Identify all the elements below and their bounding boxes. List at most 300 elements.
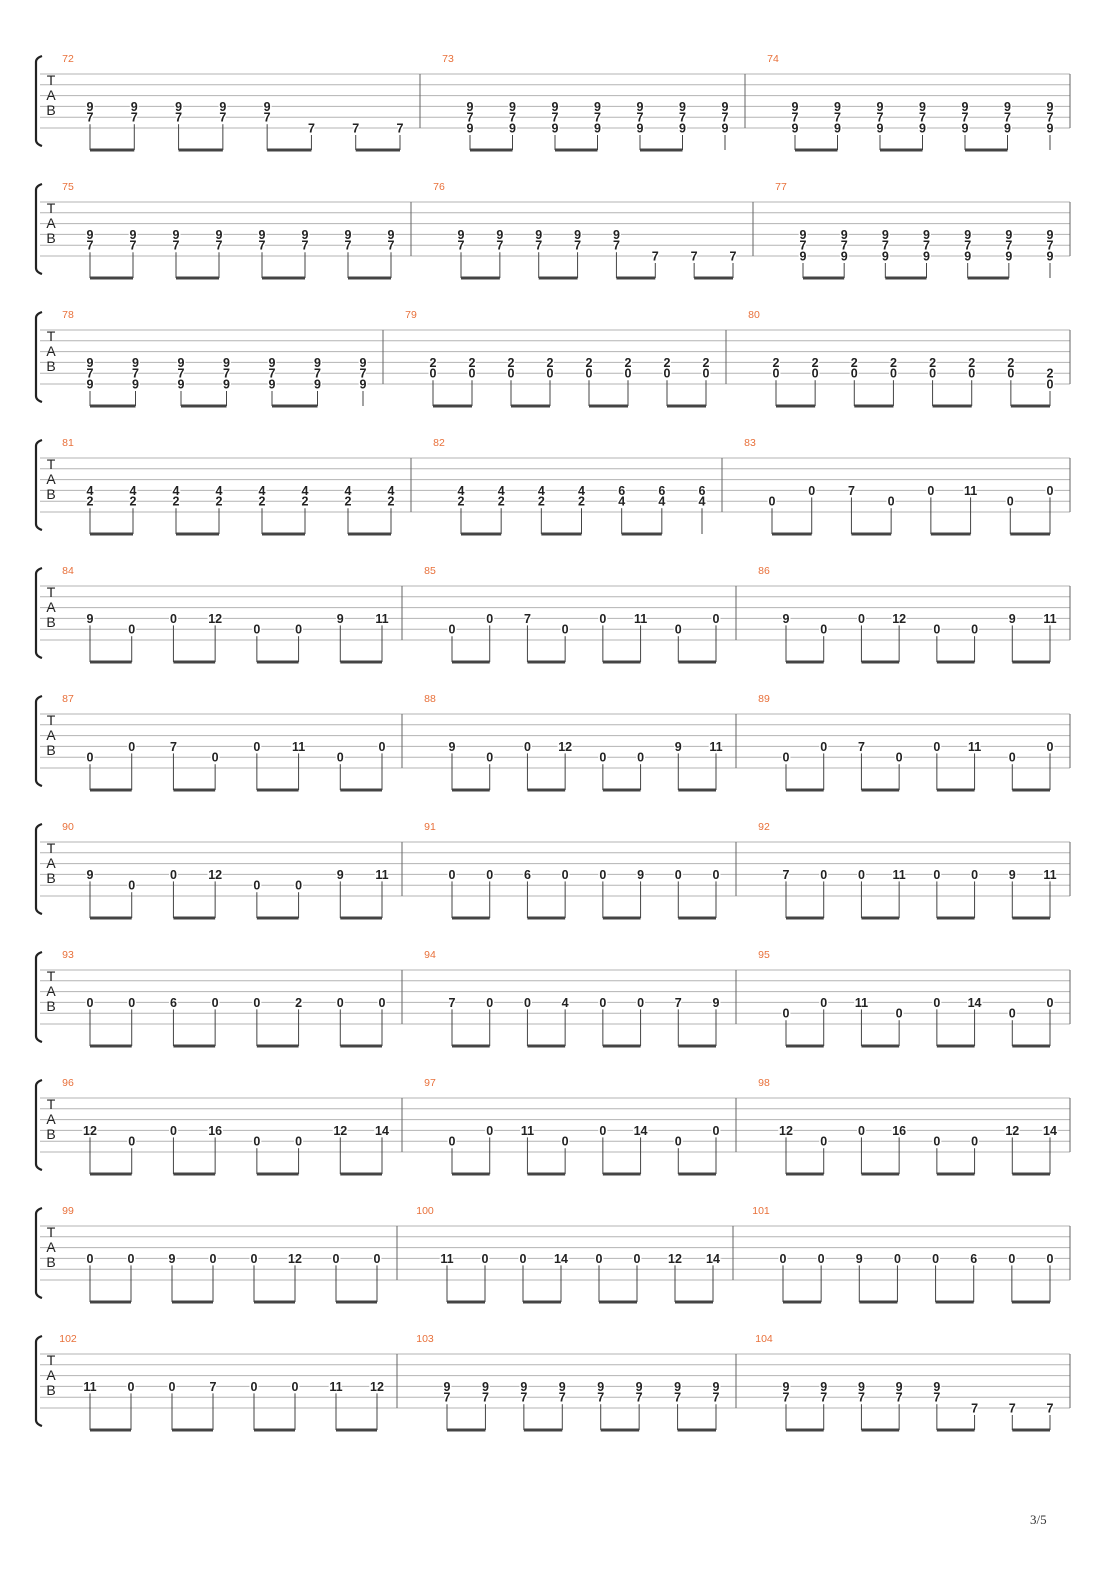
- tab-clef-letter: T: [46, 200, 56, 216]
- fret-number: 4: [618, 494, 626, 509]
- tab-clef-letter: T: [46, 72, 56, 88]
- measure-number: 77: [775, 181, 787, 193]
- fret-number: 9: [86, 867, 94, 882]
- measure-number: 85: [424, 565, 436, 577]
- measure-number: 95: [758, 949, 770, 961]
- fret-number: 7: [172, 238, 180, 253]
- measure-number: 96: [62, 1077, 74, 1089]
- fret-number: 7: [509, 110, 516, 125]
- fret-number: 2: [295, 995, 303, 1010]
- tab-clef-letter: A: [46, 87, 56, 103]
- fret-number: 0: [378, 995, 386, 1010]
- fret-number: 2: [889, 355, 897, 370]
- fret-number: 7: [396, 121, 404, 136]
- fret-number: 0: [768, 494, 776, 509]
- fret-number: 9: [175, 99, 183, 114]
- fret-number: 7: [219, 110, 227, 125]
- fret-number: 7: [1046, 1401, 1054, 1416]
- fret-number: 9: [782, 611, 790, 626]
- system-bracket: [36, 184, 42, 274]
- fret-number: 4: [387, 483, 395, 498]
- fret-number: 9: [359, 355, 367, 370]
- measure-number: 100: [416, 1205, 434, 1217]
- fret-number: 2: [850, 355, 858, 370]
- fret-number: 0: [820, 1134, 828, 1149]
- fret-number: 9: [881, 249, 889, 264]
- fret-number: 2: [546, 355, 554, 370]
- fret-number: 12: [892, 611, 907, 626]
- measure-number: 102: [59, 1333, 77, 1345]
- fret-number: 9: [359, 377, 367, 392]
- fret-number: 2: [429, 355, 437, 370]
- tab-clef-letter: T: [46, 584, 56, 600]
- fret-number: 9: [448, 739, 456, 754]
- fret-number: 7: [263, 110, 271, 125]
- fret-number: 0: [1046, 483, 1054, 498]
- fret-number: 9: [172, 227, 180, 242]
- fret-number: 9: [1005, 249, 1013, 264]
- tab-clef-letter: B: [46, 1382, 56, 1398]
- fret-number: 9: [219, 99, 227, 114]
- fret-number: 0: [523, 739, 531, 754]
- fret-number: 12: [288, 1251, 302, 1266]
- fret-number: 9: [636, 99, 644, 114]
- system-bracket: [36, 1080, 42, 1170]
- fret-number: 2: [1046, 366, 1054, 381]
- system-bracket: [36, 56, 42, 146]
- fret-number: 2: [772, 355, 780, 370]
- measure-number: 78: [62, 309, 74, 321]
- fret-number: 11: [83, 1379, 97, 1394]
- fret-number: 9: [509, 121, 516, 136]
- fret-number: 0: [1046, 739, 1054, 754]
- fret-number: 0: [1007, 366, 1015, 381]
- measure-number: 88: [424, 693, 436, 705]
- fret-number: 9: [679, 99, 686, 114]
- tab-clef-letter: T: [46, 1224, 56, 1240]
- fret-number: 7: [352, 121, 360, 136]
- measure-number: 87: [62, 693, 74, 705]
- fret-number: 7: [169, 739, 177, 754]
- fret-number: 0: [507, 366, 515, 381]
- fret-number: 9: [466, 99, 474, 114]
- fret-number: 0: [971, 622, 979, 637]
- fret-number: 11: [963, 483, 978, 498]
- fret-number: 2: [129, 494, 137, 509]
- fret-number: 9: [876, 121, 884, 136]
- fret-number: 9: [1046, 99, 1054, 114]
- fret-number: 0: [1046, 1251, 1054, 1266]
- measure-number: 79: [405, 309, 417, 321]
- fret-number: 0: [772, 366, 780, 381]
- fret-number: 9: [961, 99, 969, 114]
- tab-clef-letter: T: [46, 712, 56, 728]
- tab-clef-letter: B: [46, 358, 56, 374]
- fret-number: 2: [624, 355, 632, 370]
- fret-number: 7: [933, 1390, 941, 1405]
- fret-number: 9: [1046, 249, 1054, 264]
- fret-number: 9: [876, 99, 884, 114]
- fret-number: 0: [599, 1123, 607, 1138]
- fret-number: 7: [857, 1390, 865, 1405]
- system-bracket: [36, 1336, 42, 1426]
- system-bracket: [36, 568, 42, 658]
- fret-number: 0: [486, 750, 494, 765]
- measure-number: 75: [62, 181, 74, 193]
- fret-number: 0: [674, 622, 682, 637]
- fret-number: 7: [558, 1390, 566, 1405]
- fret-number: 0: [128, 622, 136, 637]
- fret-number: 9: [551, 121, 559, 136]
- fret-number: 0: [546, 366, 554, 381]
- fret-number: 9: [961, 121, 969, 136]
- page-number: 3/5: [1030, 1512, 1047, 1527]
- fret-number: 9: [712, 1379, 720, 1394]
- fret-number: 9: [857, 1379, 865, 1394]
- fret-number: 9: [168, 1251, 176, 1266]
- fret-number: 6: [658, 483, 666, 498]
- fret-number: 7: [129, 238, 137, 253]
- fret-number: 9: [964, 227, 972, 242]
- tab-clef-letter: B: [46, 998, 56, 1014]
- fret-number: 0: [933, 622, 941, 637]
- fret-number: 0: [674, 867, 682, 882]
- fret-number: 7: [612, 238, 620, 253]
- fret-number: 0: [895, 750, 903, 765]
- fret-number: 7: [782, 1390, 790, 1405]
- fret-number: 9: [712, 995, 720, 1010]
- fret-number: 4: [457, 483, 465, 498]
- fret-number: 0: [486, 867, 494, 882]
- fret-number: 7: [209, 1379, 217, 1394]
- fret-number: 0: [481, 1251, 489, 1266]
- fret-number: 9: [791, 99, 799, 114]
- measure-number: 80: [748, 309, 760, 321]
- fret-number: 9: [855, 1251, 863, 1266]
- fret-number: 11: [291, 739, 306, 754]
- system-bracket: [36, 952, 42, 1042]
- fret-number: 4: [561, 995, 569, 1010]
- fret-number: 7: [523, 611, 531, 626]
- tab-clef-letter: B: [46, 742, 56, 758]
- fret-number: 12: [208, 611, 223, 626]
- fret-number: 7: [597, 1390, 605, 1405]
- fret-number: 9: [799, 249, 807, 264]
- fret-number: 0: [820, 867, 828, 882]
- tab-clef-letter: T: [46, 1352, 56, 1368]
- fret-number: 0: [933, 867, 941, 882]
- fret-number: 2: [929, 355, 937, 370]
- fret-number: 4: [215, 483, 223, 498]
- fret-number: 9: [637, 867, 645, 882]
- fret-number: 0: [253, 739, 261, 754]
- fret-number: 7: [961, 110, 969, 125]
- fret-number: 0: [857, 1123, 865, 1138]
- fret-number: 9: [923, 249, 930, 264]
- tab-clef-letter: B: [46, 1254, 56, 1270]
- fret-number: 9: [574, 227, 582, 242]
- fret-number: 2: [968, 355, 976, 370]
- fret-number: 0: [486, 1123, 494, 1138]
- fret-number: 0: [169, 611, 177, 626]
- fret-number: 0: [561, 1134, 569, 1149]
- fret-number: 9: [782, 1379, 790, 1394]
- fret-number: 0: [486, 995, 494, 1010]
- system-bracket: [36, 1208, 42, 1298]
- fret-number: 9: [1005, 227, 1013, 242]
- fret-number: 9: [132, 355, 139, 370]
- fret-number: 9: [799, 227, 807, 242]
- fret-number: 4: [258, 483, 266, 498]
- fret-number: 9: [674, 739, 682, 754]
- fret-number: 7: [857, 739, 865, 754]
- fret-number: 0: [291, 1379, 299, 1394]
- fret-number: 7: [651, 249, 659, 264]
- fret-number: 9: [834, 99, 841, 114]
- fret-number: 0: [253, 1134, 261, 1149]
- fret-number: 9: [177, 377, 185, 392]
- fret-number: 0: [168, 1379, 176, 1394]
- fret-number: 2: [301, 494, 309, 509]
- fret-number: 0: [128, 995, 136, 1010]
- fret-number: 11: [709, 739, 723, 754]
- fret-number: 0: [808, 483, 816, 498]
- fret-number: 7: [301, 238, 309, 253]
- fret-number: 9: [496, 227, 504, 242]
- fret-number: 12: [83, 1123, 97, 1138]
- fret-number: 0: [295, 622, 303, 637]
- fret-number: 0: [887, 494, 895, 509]
- fret-number: 0: [250, 1379, 258, 1394]
- fret-number: 9: [923, 227, 930, 242]
- fret-number: 6: [169, 995, 177, 1010]
- fret-number: 0: [712, 1123, 720, 1138]
- measure-number: 83: [744, 437, 756, 449]
- fret-number: 9: [387, 227, 395, 242]
- fret-number: 9: [86, 355, 94, 370]
- fret-number: 9: [895, 1379, 903, 1394]
- fret-number: 7: [344, 238, 352, 253]
- system-bracket: [36, 312, 42, 402]
- fret-number: 0: [779, 1251, 787, 1266]
- fret-number: 14: [706, 1251, 720, 1266]
- fret-number: 0: [523, 995, 531, 1010]
- fret-number: 2: [344, 494, 352, 509]
- fret-number: 9: [443, 1379, 451, 1394]
- fret-number: 9: [919, 99, 926, 114]
- fret-number: 4: [301, 483, 309, 498]
- fret-number: 7: [314, 366, 321, 381]
- fret-number: 0: [253, 878, 261, 893]
- fret-number: 0: [127, 1251, 135, 1266]
- fret-number: 9: [223, 377, 230, 392]
- fret-number: 0: [128, 878, 136, 893]
- fret-number: 2: [585, 355, 593, 370]
- fret-number: 9: [597, 1379, 605, 1394]
- fret-number: 11: [1043, 611, 1057, 626]
- fret-number: 11: [520, 1123, 535, 1138]
- fret-number: 12: [208, 867, 223, 882]
- fret-number: 0: [448, 1134, 456, 1149]
- fret-number: 0: [624, 366, 632, 381]
- fret-number: 16: [208, 1123, 223, 1138]
- measure-number: 93: [62, 949, 74, 961]
- fret-number: 0: [378, 739, 386, 754]
- fret-number: 2: [468, 355, 476, 370]
- fret-number: 11: [1043, 867, 1057, 882]
- fret-number: 7: [387, 238, 395, 253]
- fret-number: 9: [964, 249, 972, 264]
- fret-number: 9: [86, 227, 94, 242]
- fret-number: 0: [850, 366, 858, 381]
- tab-clef-letter: A: [46, 471, 56, 487]
- fret-number: 7: [679, 110, 686, 125]
- fret-number: 9: [1046, 227, 1054, 242]
- tab-clef-letter: T: [46, 456, 56, 472]
- fret-number: 4: [698, 494, 706, 509]
- fret-number: 9: [86, 377, 94, 392]
- fret-number: 0: [211, 750, 219, 765]
- tab-clef-letter: A: [46, 1111, 56, 1127]
- tab-clef-letter: A: [46, 1239, 56, 1255]
- fret-number: 9: [268, 355, 276, 370]
- fret-number: 7: [820, 1390, 828, 1405]
- fret-number: 0: [1046, 995, 1054, 1010]
- fret-number: 4: [344, 483, 352, 498]
- tab-clef-letter: T: [46, 840, 56, 856]
- fret-number: 7: [520, 1390, 528, 1405]
- fret-number: 0: [599, 611, 607, 626]
- fret-number: 11: [440, 1251, 454, 1266]
- tab-clef-letter: A: [46, 215, 56, 231]
- fret-number: 0: [373, 1251, 381, 1266]
- tab-clef-letter: A: [46, 343, 56, 359]
- fret-number: 7: [791, 110, 799, 125]
- fret-number: 2: [457, 494, 465, 509]
- fret-number: 7: [964, 238, 972, 253]
- fret-number: 12: [779, 1123, 793, 1138]
- tab-clef-letter: A: [46, 599, 56, 615]
- fret-number: 7: [1046, 110, 1054, 125]
- fret-number: 0: [127, 1379, 135, 1394]
- fret-number: 16: [892, 1123, 907, 1138]
- fret-number: 0: [674, 1134, 682, 1149]
- fret-number: 7: [834, 110, 841, 125]
- fret-number: 0: [971, 867, 979, 882]
- fret-number: 7: [466, 110, 474, 125]
- fret-number: 0: [86, 995, 94, 1010]
- fret-number: 0: [933, 995, 941, 1010]
- fret-number: 7: [674, 1390, 682, 1405]
- measure-number: 76: [433, 181, 445, 193]
- measure-number: 91: [424, 821, 436, 833]
- fret-number: 7: [690, 249, 698, 264]
- fret-number: 7: [443, 1390, 451, 1405]
- fret-number: 7: [1008, 1401, 1016, 1416]
- fret-number: 7: [919, 110, 926, 125]
- fret-number: 9: [721, 99, 729, 114]
- fret-number: 0: [817, 1251, 825, 1266]
- tab-clef-letter: A: [46, 855, 56, 871]
- fret-number: 9: [86, 99, 94, 114]
- fret-number: 0: [702, 366, 710, 381]
- fret-number: 0: [637, 995, 645, 1010]
- fret-number: 14: [967, 995, 982, 1010]
- fret-number: 0: [857, 867, 865, 882]
- tab-clef-letter: T: [46, 328, 56, 344]
- fret-number: 0: [712, 867, 720, 882]
- fret-number: 9: [314, 377, 321, 392]
- fret-number: 9: [535, 227, 543, 242]
- tab-clef-letter: T: [46, 1096, 56, 1112]
- fret-number: 0: [820, 739, 828, 754]
- measure-number: 98: [758, 1077, 770, 1089]
- fret-number: 9: [129, 227, 137, 242]
- measure-number: 94: [424, 949, 436, 961]
- fret-number: 9: [674, 1379, 682, 1394]
- fret-number: 9: [223, 355, 230, 370]
- fret-number: 9: [132, 377, 139, 392]
- fret-number: 2: [215, 494, 223, 509]
- fret-number: 7: [215, 238, 223, 253]
- fret-number: 9: [679, 121, 686, 136]
- fret-number: 0: [933, 1134, 941, 1149]
- fret-number: 0: [468, 366, 476, 381]
- fret-number: 0: [128, 1134, 136, 1149]
- fret-number: 0: [519, 1251, 527, 1266]
- fret-number: 2: [811, 355, 819, 370]
- fret-number: 7: [307, 121, 315, 136]
- fret-number: 0: [663, 366, 671, 381]
- system-bracket: [36, 696, 42, 786]
- fret-number: 9: [177, 355, 185, 370]
- fret-number: 14: [554, 1251, 568, 1266]
- fret-number: 0: [169, 867, 177, 882]
- fret-number: 7: [840, 238, 848, 253]
- fret-number: 0: [712, 611, 720, 626]
- fret-number: 7: [496, 238, 504, 253]
- fret-number: 0: [820, 622, 828, 637]
- fret-number: 6: [523, 867, 531, 882]
- fret-number: 9: [268, 377, 276, 392]
- fret-number: 9: [130, 99, 138, 114]
- fret-number: 12: [370, 1379, 384, 1394]
- fret-number: 0: [599, 995, 607, 1010]
- fret-number: 0: [86, 1251, 94, 1266]
- fret-number: 7: [1046, 238, 1054, 253]
- fret-number: 9: [933, 1379, 941, 1394]
- measure-number: 82: [433, 437, 445, 449]
- system-bracket: [36, 440, 42, 530]
- fret-number: 0: [448, 622, 456, 637]
- fret-number: 9: [457, 227, 465, 242]
- fret-number: 7: [799, 238, 807, 253]
- measure-number: 74: [767, 53, 779, 65]
- tab-clef-letter: B: [46, 230, 56, 246]
- fret-number: 0: [971, 1134, 979, 1149]
- fret-number: 2: [1007, 355, 1015, 370]
- tab-clef-letter: B: [46, 102, 56, 118]
- measure-number: 81: [62, 437, 74, 449]
- fret-number: 9: [1004, 99, 1011, 114]
- fret-number: 0: [86, 750, 94, 765]
- fret-number: 0: [429, 366, 437, 381]
- fret-number: 7: [130, 110, 138, 125]
- fret-number: 7: [132, 366, 139, 381]
- tab-clef-letter: A: [46, 983, 56, 999]
- fret-number: 7: [594, 110, 601, 125]
- fret-number: 9: [509, 99, 516, 114]
